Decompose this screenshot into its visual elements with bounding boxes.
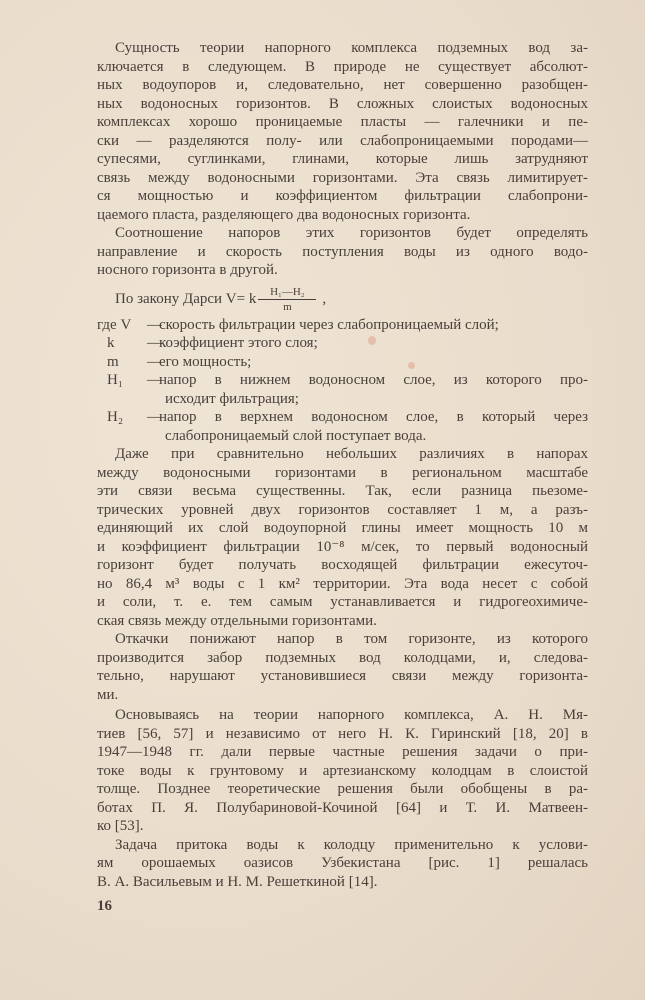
text-line: Основываясь на теории напорного комплекса, А. Н. Мя-: [115, 707, 588, 723]
text-line: Даже при сравнительно небольших различиях в напорах: [115, 446, 588, 462]
text-column: [97, 39, 588, 891]
text-line: ская связь между отдельными горизонтами.: [97, 612, 377, 629]
definition-symbol: где V: [97, 316, 132, 333]
text-line: тиев [56, 57] и независимо от него Н. К. Гиринский [18, 20] в: [97, 725, 588, 742]
paragraphs-bottom: [97, 445, 588, 891]
definition-text: [159, 408, 588, 445]
definition-dash: —: [147, 353, 162, 370]
definition-dash: —: [147, 335, 162, 351]
definition-line: скорость фильтрации через слабопроницаемый слой;: [159, 316, 499, 333]
text-line: ми.: [97, 686, 119, 703]
text-line: ключается в следующем. В природе не существует абсолют-: [97, 58, 588, 75]
text-line: ям орошаемых оазисов Узбекистана [рис. 1] решалась: [97, 855, 588, 871]
text-line: связь между водоносными горизонтами. Эта связь лимитирует-: [97, 169, 588, 186]
darcy-formula: [97, 284, 588, 316]
text-line: носного горизонта в другой.: [97, 262, 278, 278]
paragraph: [97, 224, 588, 280]
definition-text: [159, 334, 588, 353]
definition-line: слабопроницаемый слой поступает вода.: [165, 427, 427, 444]
definition-text: [159, 353, 588, 372]
definition-line: его мощность;: [159, 353, 252, 370]
paragraph: [97, 836, 588, 892]
text-line: Соотношение напоров этих горизонтов будет определять: [115, 225, 588, 241]
definition-item: [97, 334, 588, 353]
paragraph: [97, 706, 588, 836]
paragraph: [97, 445, 588, 630]
definition-line: напор в нижнем водоносном слое, из которого про-: [159, 372, 588, 388]
text-line: ко [53].: [97, 818, 144, 834]
paragraph: [97, 39, 588, 224]
definition-symbol: H₂: [107, 409, 124, 425]
definition-dash: —: [147, 316, 162, 333]
formula-prefix: По закону Дарси V= k: [115, 291, 257, 308]
text-line: ных водоупоров и, следовательно, нет совершенно разобщен-: [97, 77, 588, 93]
definition-text: [159, 371, 588, 408]
definition-item: [97, 371, 588, 408]
definition-symbol: k: [107, 335, 115, 351]
paragraph: [97, 630, 588, 704]
text-line: и коэффициент фильтрации 10⁻⁸ м/сек, то первый водоносный: [97, 538, 588, 555]
text-line: супесями, суглинками, глинами, которые лишь затрудняют: [97, 151, 588, 167]
definition-dash: —: [147, 372, 162, 388]
text-line: тельно, нарушают установившиеся связи между горизонта-: [97, 668, 588, 684]
text-line: толще. Позднее теоретические решения были обобщены в ра-: [97, 781, 588, 797]
definition-item: [97, 408, 588, 445]
text-line: комплексах хорошо проницаемые пласты — галечники и пе-: [97, 114, 588, 130]
formula-denominator: m: [283, 301, 292, 313]
text-line: ски — разделяются полу- или слабопроницаемыми породами—: [97, 132, 588, 149]
text-line: ных водоносных горизонтов. В сложных слоистых водоносных: [97, 95, 588, 112]
definition-line: напор в верхнем водоносном слое, в который через: [159, 409, 588, 425]
paragraphs-top: [97, 39, 588, 280]
text-line: единяющий их слой водоупорной глины имеет мощность 10 м: [97, 520, 588, 536]
text-line: эти связи весьма существенны. Так, если разница пьезоме-: [97, 483, 588, 499]
text-line: Задача притока воды к колодцу применительно к услови-: [115, 836, 588, 853]
text-line: В. А. Васильевым и Н. М. Решеткиной [14].: [97, 873, 378, 890]
text-line: но 86,4 м³ воды с 1 км² территории. Эта вода несет с собой: [97, 575, 588, 592]
text-line: токе воды к грунтовому и артезианскому колодцам в слоистой: [97, 762, 588, 779]
text-line: Сущность теории напорного комплекса подземных вод за-: [115, 40, 588, 56]
definitions-list: [97, 316, 588, 446]
text-line: Откачки понижают напор в том горизонте, из которого: [115, 631, 588, 647]
formula-fraction: [258, 286, 316, 313]
definition-text: [159, 316, 588, 335]
definition-item: [97, 353, 588, 372]
definition-item: [97, 316, 588, 335]
text-line: 1947—1948 гг. дали первые частные решения задачи о при-: [97, 744, 588, 760]
formula-suffix: ,: [322, 291, 327, 308]
text-line: производится забор подземных вод колодцами, и, следова-: [97, 649, 588, 666]
definition-symbol: H₁: [107, 372, 124, 388]
page-number: 16: [97, 898, 112, 914]
text-line: ботах П. Я. Полубариновой-Кочиной [64] и Т. И. Матвеен-: [97, 799, 588, 816]
text-line: трических уровней двух горизонтов составляет 1 м, а разъ-: [97, 501, 588, 518]
text-line: между водоносными горизонтами в региональном масштабе: [97, 464, 588, 481]
definition-dash: —: [147, 409, 162, 425]
text-line: и соли, т. е. тем самым устанавливается и гидрогеохимиче-: [97, 594, 588, 610]
text-line: цаемого пласта, разделяющего два водоносных горизонта.: [97, 206, 471, 223]
definition-symbol: m: [107, 353, 119, 370]
definition-line: коэффициент этого слоя;: [159, 335, 318, 351]
text-line: горизонт будет получать восходящей фильтрации ежесуточ-: [97, 557, 588, 573]
definition-line: исходит фильтрация;: [165, 390, 299, 407]
text-line: направление и скорость поступления воды из одного водо-: [97, 243, 588, 260]
text-line: ся мощностью и коэффициентом фильтрации слабопрони-: [97, 188, 588, 204]
formula-numerator: H₁—H₂: [258, 286, 316, 300]
